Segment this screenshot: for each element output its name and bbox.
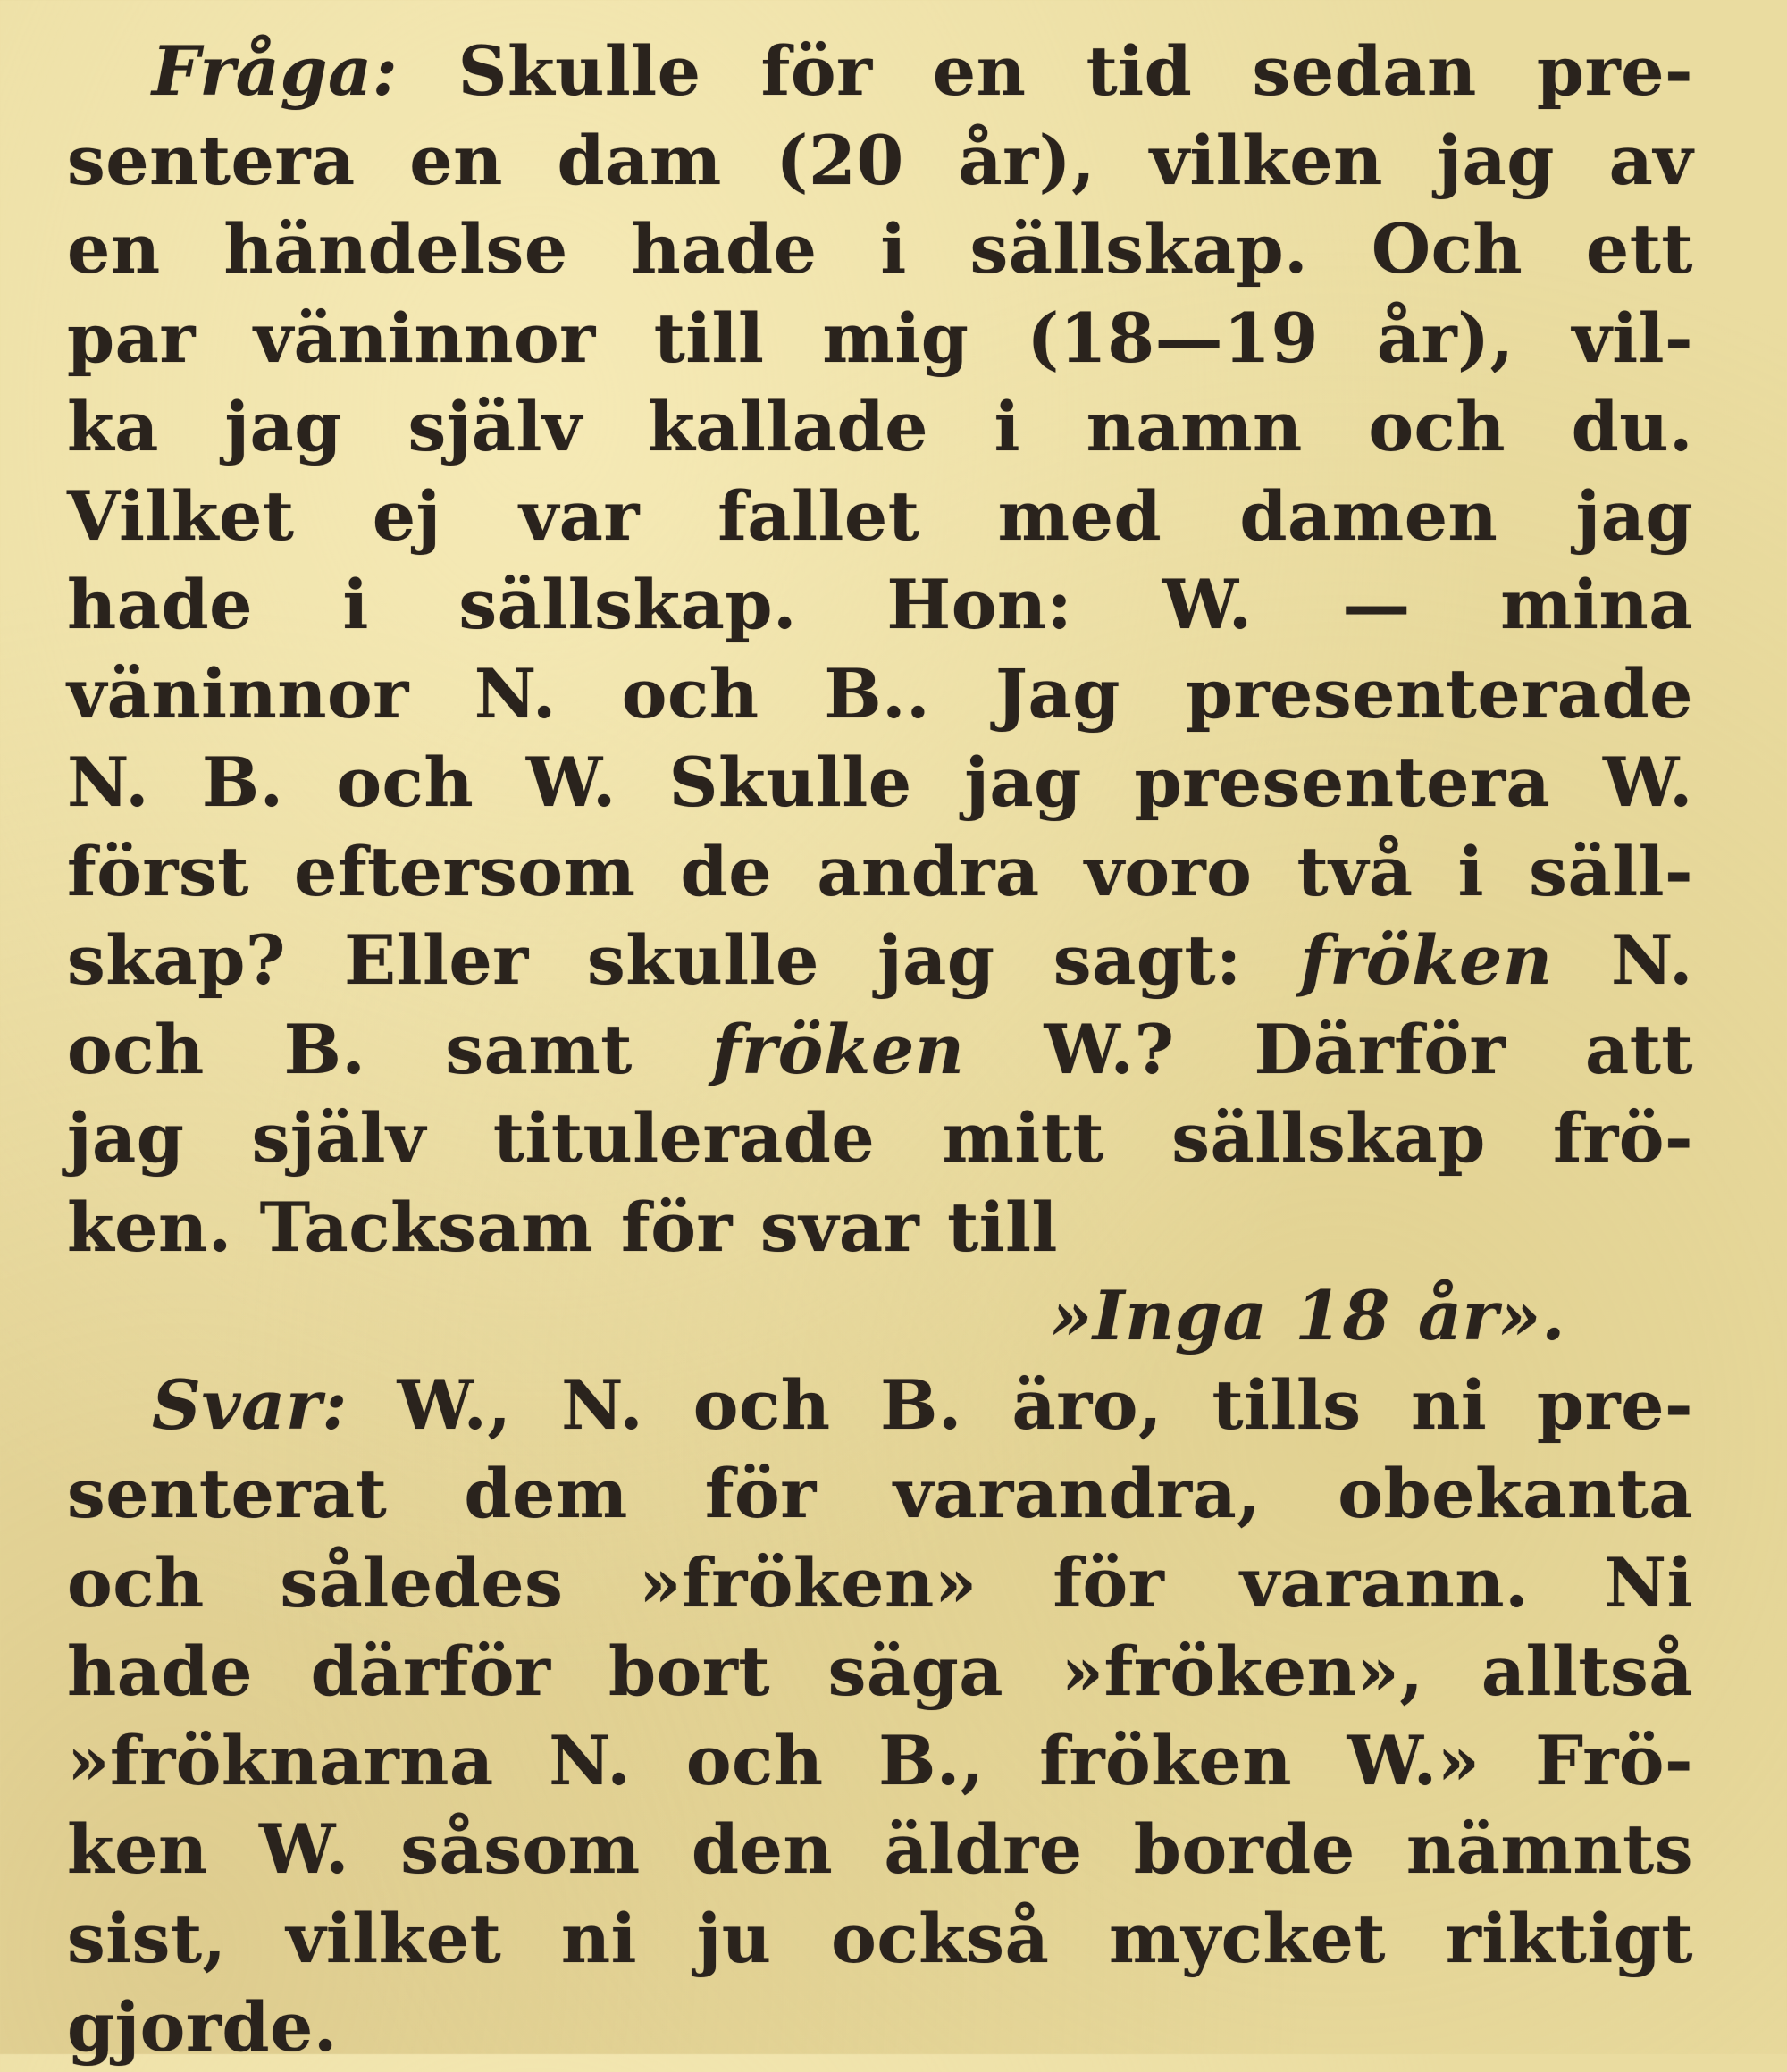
text-line: N. B. och W. Skulle jag presentera W. xyxy=(67,742,1693,822)
signature: »Inga 18 år». xyxy=(1050,1276,1566,1355)
question-label: Fråga: xyxy=(152,31,399,111)
text-line: och således »fröken» för varann. Ni xyxy=(67,1542,1693,1623)
question-paragraph xyxy=(67,27,1693,1361)
line-text: W.? Därför att xyxy=(964,1009,1693,1089)
line-text: Skulle för en tid sedan pre- xyxy=(457,31,1694,111)
answer-label: Svar: xyxy=(152,1364,348,1445)
text-line: ken. Tacksam för svar till xyxy=(67,1187,1058,1267)
text-line: sentera en dam (20 år), vilken jag av xyxy=(67,120,1693,200)
line-text: N. xyxy=(1552,920,1694,1000)
text-line xyxy=(67,916,1693,1005)
text-line: par väninnor till mig (18—19 år), vil- xyxy=(67,298,1693,378)
text-line: »fröknarna N. och B., fröken W.» Frö- xyxy=(67,1720,1693,1800)
line-text: skap? Eller skulle jag sagt: xyxy=(67,920,1300,1000)
answer-paragraph xyxy=(67,1361,1693,2072)
text-line: jag själv titulerade mitt sällskap frö- xyxy=(67,1098,1693,1178)
text-line: ka jag själv kallade i namn och du. xyxy=(67,387,1693,466)
italic-word: fröken xyxy=(711,1009,965,1089)
text-line xyxy=(67,1005,1693,1095)
text-line: ken W. såsom den äldre borde nämnts xyxy=(67,1809,1693,1889)
line-text: W., N. och B. äro, tills ni pre- xyxy=(397,1364,1693,1445)
text-line: en händelse hade i sällskap. Och ett xyxy=(67,209,1693,289)
line-text: och B. samt xyxy=(67,1009,712,1089)
text-line: gjorde. xyxy=(67,1987,338,2067)
text-line: först eftersom de andra voro två i säll- xyxy=(67,831,1693,911)
text-line: hade därför bort säga »fröken», alltså xyxy=(67,1632,1693,1711)
text-line: sist, vilket ni ju också mycket riktigt xyxy=(67,1898,1693,1978)
text-line: senterat dem för varandra, obekanta xyxy=(67,1454,1693,1533)
text-line: hade i sällskap. Hon: W. — mina xyxy=(67,565,1693,644)
text-line xyxy=(67,27,1693,116)
text-line: väninnor N. och B.. Jag presenterade xyxy=(67,653,1693,734)
italic-word: fröken xyxy=(1299,920,1553,1000)
text-line xyxy=(67,1361,1693,1450)
text-line: Vilket ej var fallet med damen jag xyxy=(67,475,1693,556)
